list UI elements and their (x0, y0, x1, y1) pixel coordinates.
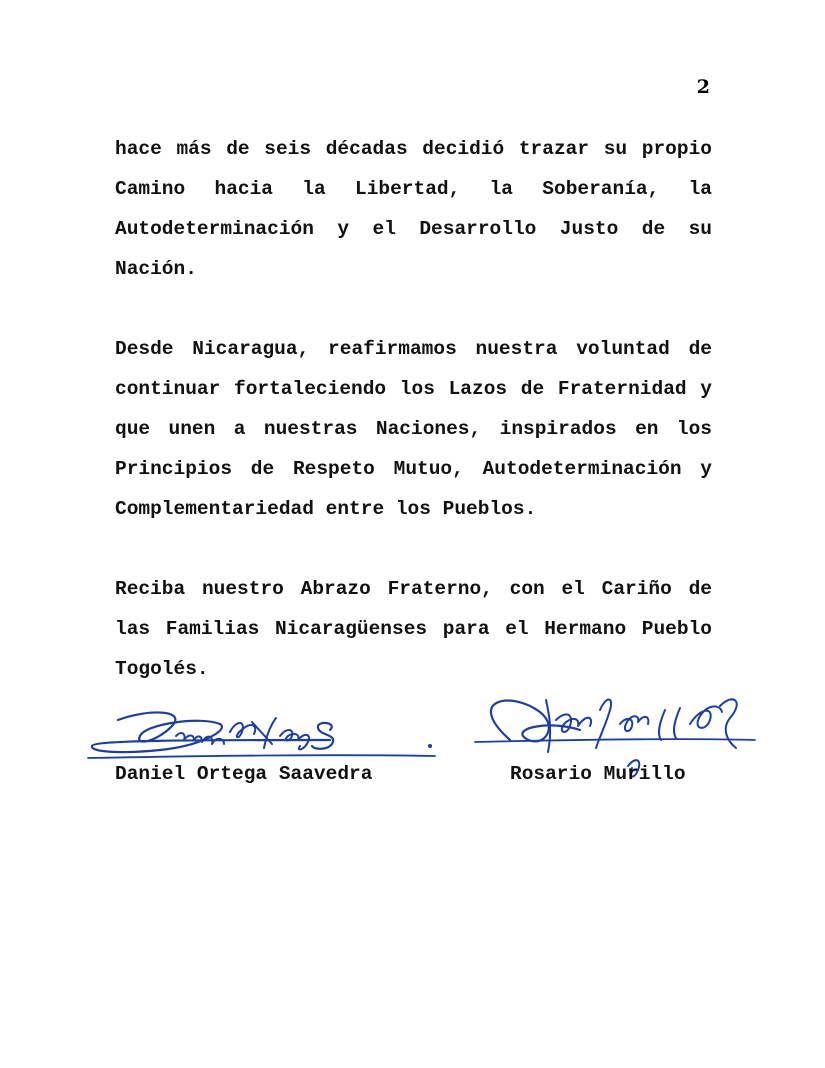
paragraph-fraternity: Desde Nicaragua, reafirmamos nuestra voluntad de continuar fortaleciendo los Lazos de Fraternidad y que unen a nuestras Naciones, inspirados en los Principios de Respeto Mutuo, Autodeterminación y Complementariedad entre los Pueblos. (115, 338, 712, 520)
paragraph-greeting: Reciba nuestro Abrazo Fraterno, con el Cariño de las Familias Nicaragüenses para el Hermano Pueblo Togolés. (115, 578, 712, 680)
signature-daniel-ortega (88, 712, 435, 758)
signature-block (80, 680, 780, 800)
page-number: 2 (696, 76, 710, 98)
signer-name-daniel-ortega: Daniel Ortega Saavedra (115, 763, 373, 785)
signer-name-rosario-murillo: Rosario Murillo (510, 763, 686, 785)
paragraph-closing-history: hace más de seis décadas decidió trazar su propio Camino hacia la Libertad, la Soberanía, la Autodeterminación y el Desarrollo Justo de su Nación. (115, 138, 712, 280)
